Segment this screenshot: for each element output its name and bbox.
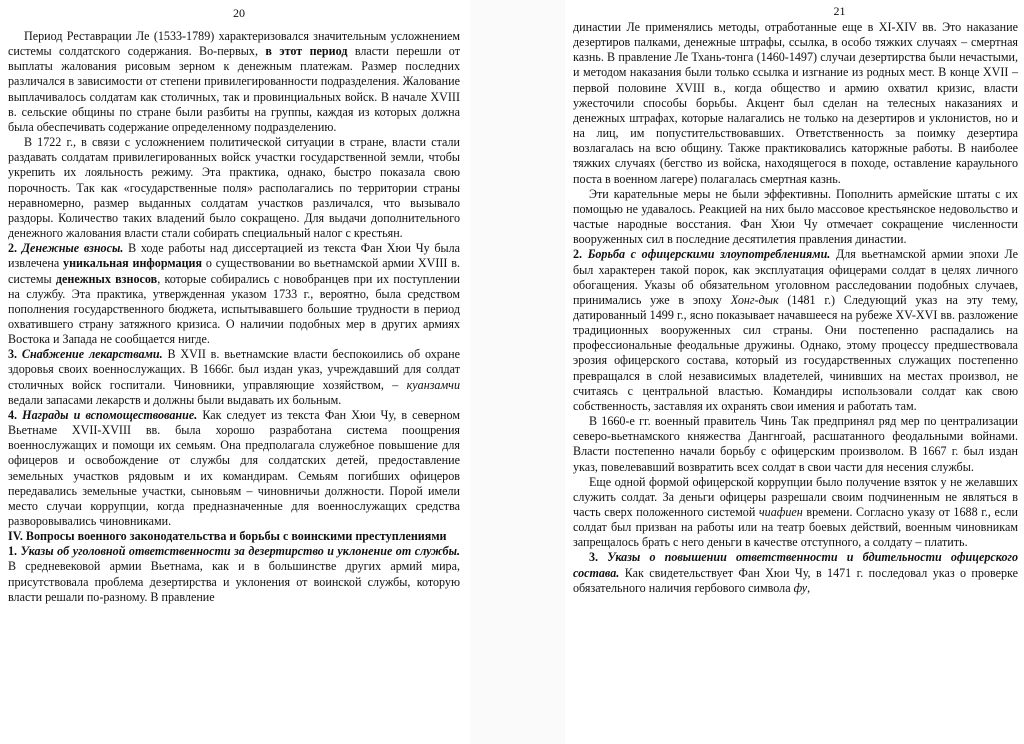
text-run: В 1660-е гг. военный правитель Чинь Так предпринял ряд мер по централизации северо-вьетнамского княжества Дангнгоай, расшатанного феодальными войнами. Власти постепенно начали борьбу с офицерским произволом. В 1667 г. был издан указ, повелевавший возвратить всех солдат в свои части для несения службы. <box>573 414 1018 474</box>
text-run: 3. <box>8 347 22 362</box>
text-run: Борьба с офицерскими злоупотреблениями. <box>587 247 831 262</box>
text-run: В ходе работы над диссертацией из текста Фан Хюи Чу была извлечена <box>8 241 460 271</box>
paragraph <box>8 544 460 605</box>
text-run: (1481 г.) Следующий указ на эту тему, датированный 1499 г., ясно показывает начавшееся на рубеже XV-XVI вв. разложение традиционных вооруженных сил страны. Они постепенно распадались на профессиональные феодальные дружины. Однако, этому процессу предшествовала эрозия офицерского состава, который из государственных служащих постепенно превращался в слой независимых владетелей, чинивших на местах произвол, не считаясь с центральной властью. Командиры использовали солдат как свою собственность, заставляя их охранять свои имения и работать там. <box>573 292 1018 413</box>
paragraph <box>8 135 460 241</box>
text-run: 2. <box>573 247 588 262</box>
text-run: Как следует из текста Фан Хюи Чу, в северном Вьетнаме XVII-XVIII вв. была хорошо разработана система поощрения военнослужащих и помощи их семьям. Она предполагала служебное повышение для офицеров и освобождение от службы для солдатских детей, предоставление земельных участков рядовым и их командирам. Семьям погибших офицеров передавались земельные участки, сыновьям – чиновничьи должности. Порой имели место случаи коррупции, когда предназначенные для военнослужащих средства разворовывались чиновниками. <box>8 407 460 528</box>
paragraph <box>8 29 460 135</box>
text-run: в этот период <box>265 44 348 59</box>
left-page <box>0 0 470 744</box>
paragraph <box>573 475 1018 551</box>
text-run: Период Реставрации Ле (1533-1789) характеризовался значительным усложнением системы солдатского содержания. Во-первых, <box>8 29 460 59</box>
text-run: 4. <box>8 407 23 422</box>
text-run: 1. <box>8 544 21 559</box>
text-run: власти перешли от выплаты жалования рисовым зерном к денежным платежам. Размер последних различался в зависимости от степени привилегированности подразделения. Жалование выплачивалось солдатам как столичных, так и провинциальных войск. В начале XVIII в. сельские общины по стране были разбиты на группы, каждая из которых должна была обеспечивать содержание определенному подразделению. <box>8 44 460 134</box>
text-run: Указы о повышении ответственности и бдительности офицерского состава. <box>573 550 1019 580</box>
paragraph <box>573 247 1018 414</box>
paragraph <box>573 414 1018 475</box>
page-number-right: 21 <box>833 4 846 18</box>
text-run: Награды и вспомоществование. <box>22 407 198 422</box>
paragraph <box>8 408 460 529</box>
text-run: IV. Вопросы военного законодательства и борьбы с воинскими преступлениями <box>8 529 447 544</box>
text-run: фу <box>793 580 808 595</box>
text-run: чиафиен <box>758 505 803 519</box>
text-run: ведали запасами лекарств и должны были выдавать их больным. <box>8 392 342 407</box>
text-run: Как свидетельствует Фан Хюи Чу, в 1471 г. последовал указ о проверке обязательного наличия гербового символа <box>573 565 1018 595</box>
left-page-body <box>0 29 470 605</box>
text-run: 3. <box>589 550 608 565</box>
text-run: династии Ле применялись методы, отработанные еще в XI-XIV вв. Это наказание дезертиров палками, денежные штрафы, ссылка, в особо тяжких случаях – смертная казнь. В правление Ле Тхань-тонга (1460-1497) случаи дезертирства были нечастыми, и методом наказания были только ссылка и изгнание из родных мест. В конце XVII – первой половине XVIII в., когда общество и армию охватил кризис, власти ужесточили способы борьбы. Акцент был сделан на телесных наказаниях и денежных штрафах, которые налагались не только на дезертиров и уклонистов, но и на лиц, им попустительствовавших. Ответственность за поимку дезертира возлагалась на всю общину. Также практиковались каторжные работы. В наиболее тяжких случаях (бегство из войска, находящегося в походе, оставление караульного поста в военном лагере) полагалась смертная казнь. <box>573 20 1018 186</box>
text-run: Еще одной формой офицерской коррупции было получение взяток у не желавших служить солдат. За деньги офицеры разрешали своим подчиненным не являться в часть сверх положенного системой <box>573 474 1018 519</box>
text-run: Для вьетнамской армии эпохи Ле был характерен такой порок, как эксплуатация офицерами солдат в целях личного обогащения. Указы об обязательном уголовном расследовании подобных случаев, принимались уже в эпоху <box>573 247 1018 307</box>
text-run: времени. Согласно указу от 1688 г., если солдат был призван на работы или на театр боевых действий, военным чиновникам запрещалось брать с него деньги в качестве отступного, а солдату – платить. <box>573 505 1018 550</box>
text-run: Эти карательные меры не были эффективны. Пополнить армейские штаты с их помощью не удавалось. Реакцией на них было массовое крестьянское недовольство и частые народные восстания. Фан Хюи Чу отмечает сокращение численности вооруженных сил в последние десятилетия правления династии. <box>573 186 1018 247</box>
text-run: , <box>807 580 811 595</box>
text-run: куанзамчи <box>406 377 460 392</box>
text-run: Снабжение лекарствами. <box>21 347 163 362</box>
paragraph <box>573 550 1018 595</box>
text-run: , которые собирались с новобранцев при их поступлении на службу. Эта практика, утвержденная указом 1733 г., вероятно, была средством пополнения государственного бюджета, испытывавшего большие трудности в период охватившего страну затяжного кризиса. О наличии подобных мер в других армиях Востока и Запада не сообщается нигде. <box>8 271 461 347</box>
text-run: Денежные взносы. <box>21 241 124 256</box>
text-run: Хонг-дык <box>730 292 779 307</box>
paragraph <box>8 347 460 408</box>
section-heading <box>8 529 460 544</box>
right-page <box>565 0 1024 744</box>
page-gutter <box>470 0 565 744</box>
paragraph <box>8 241 460 347</box>
paragraph <box>573 187 1018 248</box>
paragraph <box>573 20 1018 187</box>
text-run: В XVII в. вьетнамские власти беспокоились об охране здоровья своих военнослужащих. В 1666г. был издан указ, учреждавший для солдат столичных войск госпитали. Чиновники, управляющие хозяйством, – <box>8 347 460 392</box>
text-run: о существовании во вьетнамской армии XVIII в. системы <box>8 256 460 286</box>
text-run: В средневековой армии Вьетнама, как и в большинстве других армий мира, присутствовала проблема дезертирства и уклонения от воинской службы, которую власти решали по-разному. В правление <box>8 559 460 604</box>
text-run: уникальная информация <box>63 256 203 271</box>
right-page-body <box>565 20 1024 596</box>
text-run: В 1722 г., в связи с усложнением политической ситуации в стране, власти стали раздавать солдатам привилегированных войск участки государственной земли, чтобы укрепить их лояльность режиму. Эта практика, однако, быстро показала свою порочность. Так как «государственные поля» располагались по территории страны неравномерно, размер выданных солдатам участков различался, что вызывало раздоры. Количество таких владений было сокращено. Для выдачи дополнительного денежного жалования власти стали собирать специальный налог с крестьян. <box>8 135 460 241</box>
text-run: 2. <box>8 241 22 256</box>
text-run: денежных взносов <box>55 271 158 286</box>
text-run: Указы об уголовной ответственности за дезертирство и уклонение от службы. <box>20 544 461 559</box>
page-number-left: 20 <box>233 6 245 20</box>
